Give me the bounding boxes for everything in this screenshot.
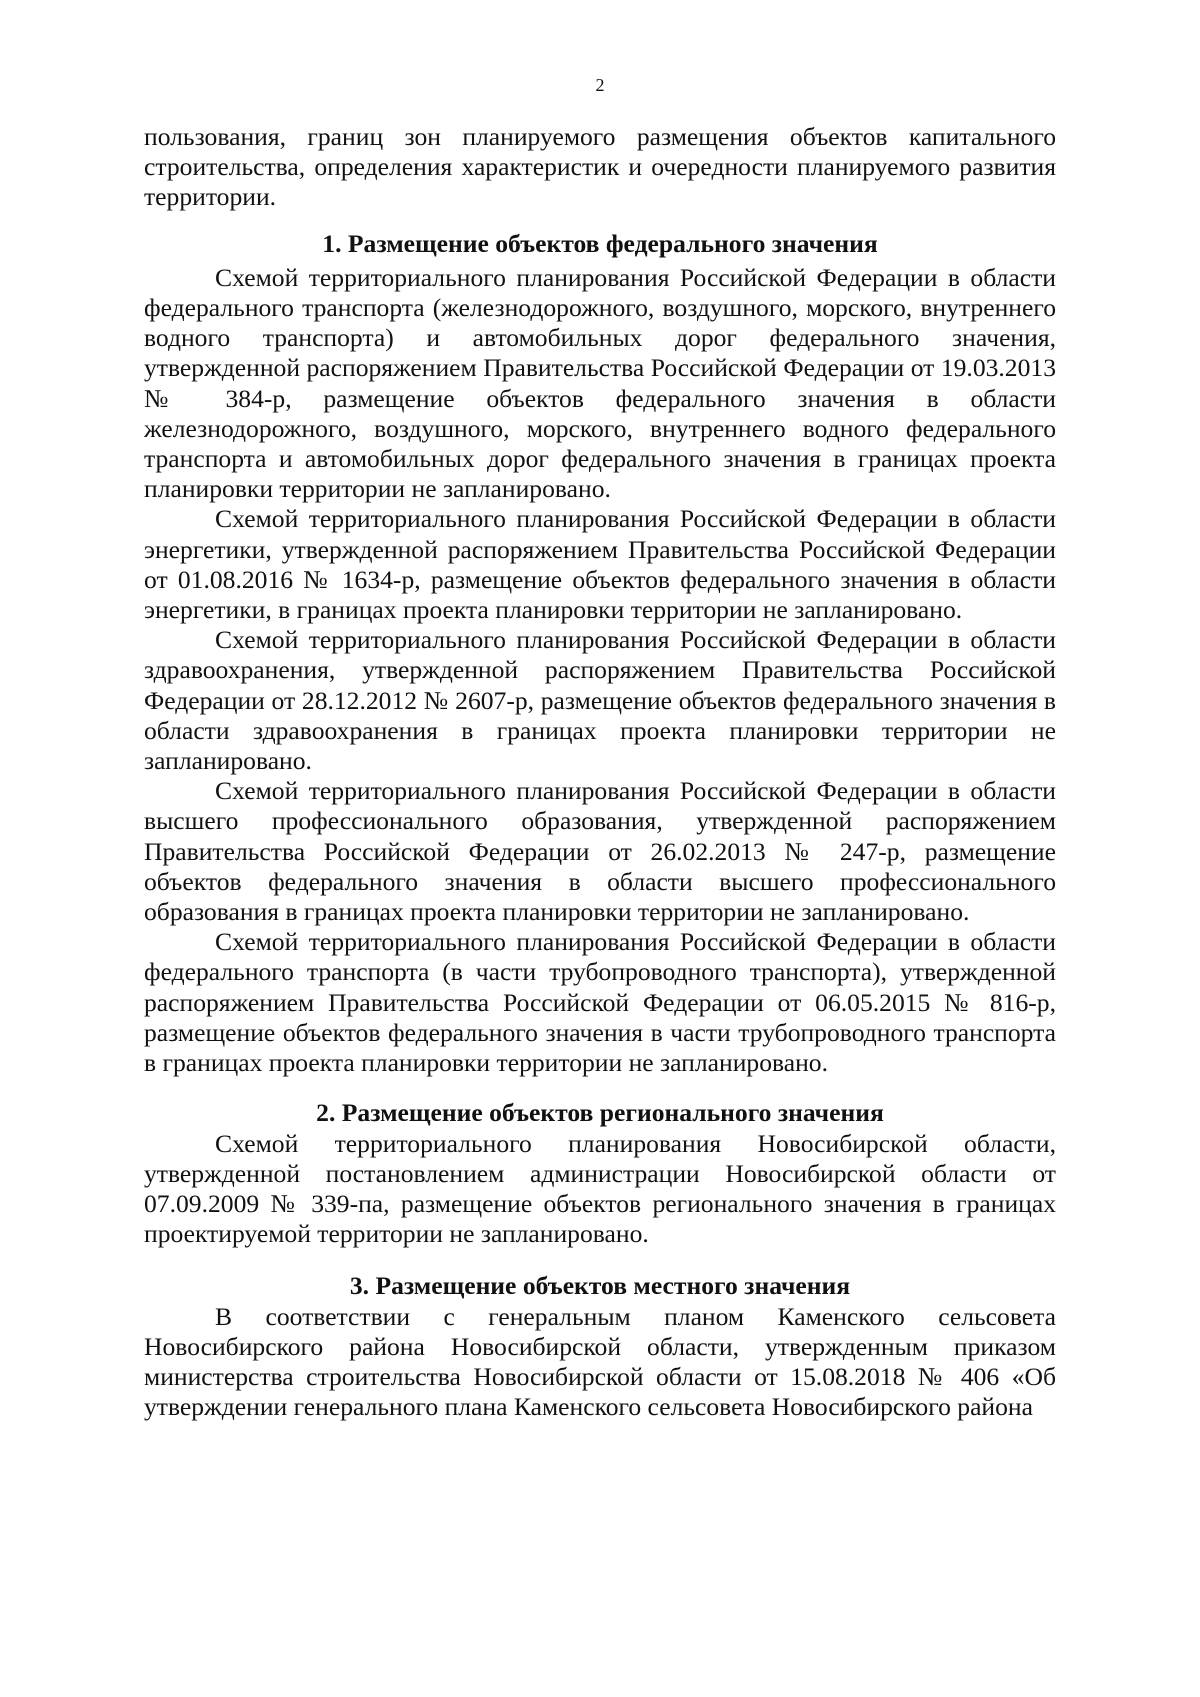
section-2-heading: 2. Размещение объектов регионального значения: [316, 1098, 884, 1128]
section-1-paragraph-4: Схемой территориального планирования Российской Федерации в области высшего профессионального образования, утвержденной распоряжением Правительства Российской Федерации от 26.02.2013 № 247-р, размещение объектов федерального значения в области высшего профессионального образования в границах проекта планировки территории не запланировано.: [144, 776, 1056, 927]
section-1-paragraph-3: Схемой территориального планирования Российской Федерации в области здравоохранения, утвержденной распоряжением Правительства Российской Федерации от 28.12.2012 № 2607-р, размещение объектов федерального значения в области здравоохранения в границах проекта планировки территории не запланировано.: [144, 625, 1056, 776]
document-body: [144, 122, 1056, 1422]
section-3-paragraph-1: В соответствии с генеральным планом Каменского сельсовета Новосибирского района Новосибирской области, утвержденным приказом министерства строительства Новосибирской области от 15.08.2018 № 406 «Об утверждении генерального плана Каменского сельсовета Новосибирского района: [144, 1301, 1056, 1422]
intro-paragraph: пользования, границ зон планируемого размещения объектов капитального строительства, определения характеристик и очередности планируемого развития территории.: [144, 122, 1056, 212]
section-3-heading: 3. Размещение объектов местного значения: [349, 1271, 851, 1301]
section-1-heading: 1. Размещение объектов федерального значения: [322, 228, 878, 258]
section-1-paragraph-5: Схемой территориального планирования Российской Федерации в области федерального транспорта (в части трубопроводного транспорта), утвержденной распоряжением Правительства Российской Федерации от 06.05.2015 № 816-р, размещение объектов федерального значения в части трубопроводного транспорта в границах проекта планировки территории не запланировано.: [144, 927, 1056, 1078]
section-1-paragraph-1: Схемой территориального планирования Российской Федерации в области федерального транспорта (железнодорожного, воздушного, морского, внутреннего водного транспорта) и автомобильных дорог федерального значения, утвержденной распоряжением Правительства Российской Федерации от 19.03.2013 № 384-р, размещение объектов федерального значения в области железнодорожного, воздушного, морского, внутреннего водного федерального транспорта и автомобильных дорог федерального значения в границах проекта планировки территории не запланировано.: [144, 262, 1056, 504]
section-2-paragraph-1: Схемой территориального планирования Новосибирской области, утвержденной постановлением администрации Новосибирской области от 07.09.2009 № 339-па, размещение объектов регионального значения в границах проектируемой территории не запланировано.: [144, 1128, 1056, 1249]
page-number: 2: [595, 75, 605, 95]
section-1-paragraph-2: Схемой территориального планирования Российской Федерации в области энергетики, утвержденной распоряжением Правительства Российской Федерации от 01.08.2016 № 1634-р, размещение объектов федерального значения в области энергетики, в границах проекта планировки территории не запланировано.: [144, 504, 1056, 625]
